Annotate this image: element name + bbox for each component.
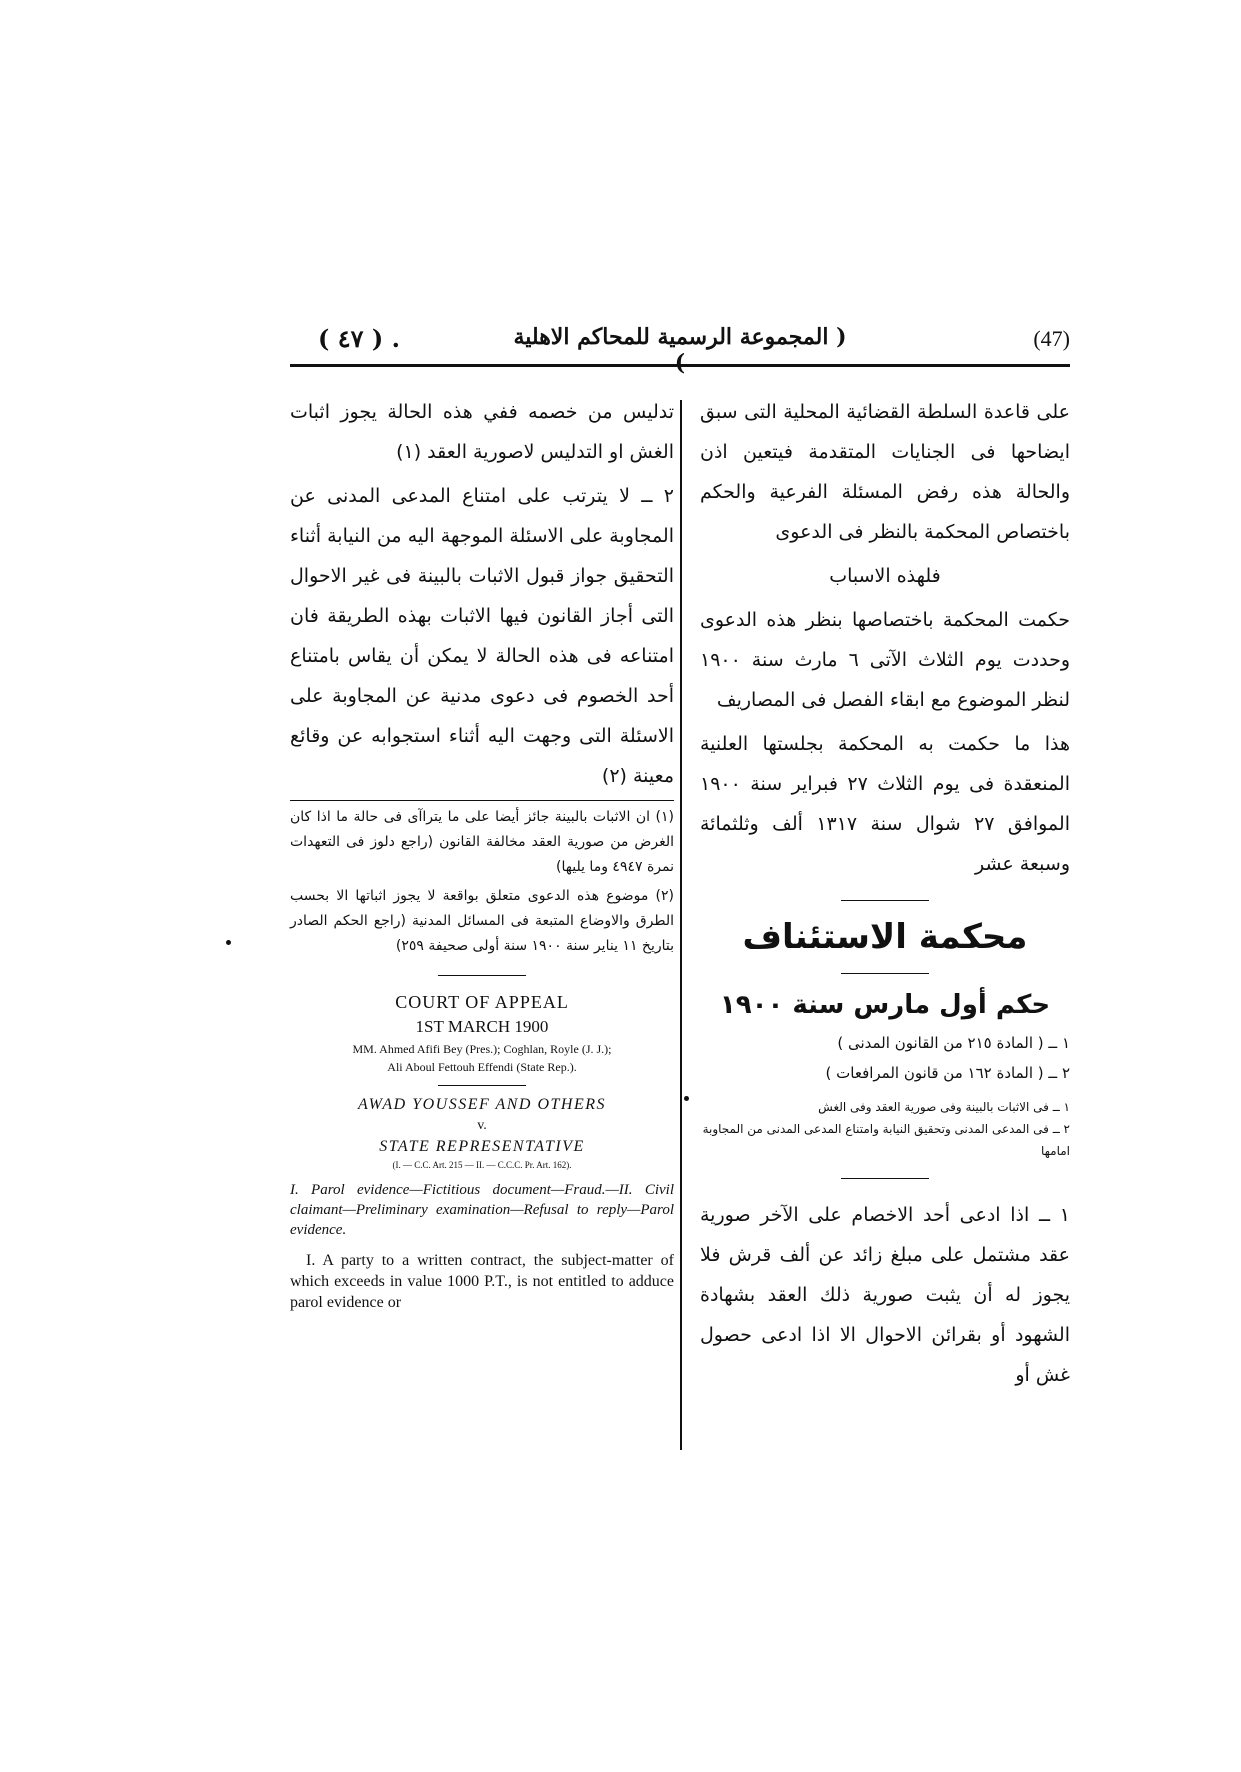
footnote: (١) ان الاثبات بالبينة جائز أيضا على ما يتراآى فى حالة ما اذا كان الغرض من صورية العقد مخالفة القانون (راجع دلوز فى التعهدات نمرة ٤٩٤٧ وما يليها) [290,809,674,875]
summary-line: ٢ ــ فى المدعى المدنى وتحقيق النيابة وامتناع المدعى المدنى من المجاوبة امامها [702,1122,1070,1158]
stray-mark [226,940,231,945]
paragraph: ١ ــ اذا ادعى أحد الاخصام على الآخر صورية عقد مشتمل على مبلغ زائد عن ألف قرش فلا يجوز له أن يثبت صورية ذلك العقد بشهادة الشهود أو بقرائن الاحوال الا اذا ادعى حصول غش أو [700,1204,1070,1386]
section-heading: فلهذه الاسباب [829,565,941,587]
judgment-heading: حكم أول مارس سنة ١٩٠٠ [719,990,1051,1020]
left-column [290,392,674,1313]
section-rule [438,975,526,976]
paragraph: ٢ ــ لا يترتب على امتناع المدعى المدنى عن المجاوبة على الاسئلة الموجهة اليه من النيابة أثناء التحقيق جواز قبول الاثبات بالبينة فى غير الاحوال التى أجاز القانون فيها الاثبات بهذه الطريقة فان امتناعه فى هذه الحالة لا يمكن أن يقاس بامتناع أحد الخصوم فى دعوى مدنية عن المجاوبة على الاسئلة التى وجهت اليه أثناء استجوابه عن وقائع معينة (٢) [290,485,674,787]
section-rule [841,900,929,901]
article-reference: ١ ــ ( المادة ٢١٥ من القانون المدنى ) [837,1034,1070,1052]
summary-line: ١ ــ فى الاثبات بالبينة وفى صورية العقد وفى الغش [818,1100,1070,1114]
section-rule [841,973,929,974]
judgment-date: 1ST MARCH 1900 [415,1017,549,1036]
paragraph: هذا ما حكمت به المحكمة بجلستها العلنية المنعقدة فى يوم الثلاث ٢٧ فبراير سنة ١٩٠٠ الموافق ٢٧ شوال سنة ١٣١٧ ألف وثلثمائة وسبعة عشر [700,733,1071,875]
body-text: I. A party to a written contract, the subject-matter of which exceeds in value 1000 P.T., is not entitled to adduce parol evidence or [290,1252,674,1311]
page-header [290,322,1070,376]
judges: Ali Aboul Fettouh Effendi (State Rep.). [387,1060,577,1074]
versus: v. [477,1118,487,1133]
footnote: (٢) موضوع هذه الدعوى متعلق بواقعة لا يجوز اثباتها الا بحسب الطرق والاوضاع المتبعة فى المسائل المدنية (راجع الحكم الصادر بتاريخ ١١ يناير سنة ١٩٠٠ سنة أولى صحيفة ٢٥٩) [290,888,674,954]
section-rule [841,1178,929,1179]
article-reference: ٢ ــ ( المادة ١٦٢ من قانون المرافعات ) [825,1064,1070,1082]
headnote: I. Parol evidence—Fictitious document—Fraud.—II. Civil claimant—Preliminary examination—Refusal to reply—Parol evidence. [290,1182,674,1238]
paragraph: تدليس من خصمه ففي هذه الحالة يجوز اثبات الغش او التدليس لاصورية العقد (١) [290,401,674,463]
right-column [700,392,1070,1399]
header-rule [290,364,1070,367]
parties: AWAD YOUSSEF AND OTHERS [357,1096,607,1113]
page-number-arabic: . ( ٤٧ ) [318,324,400,353]
running-title: ( المجموعة الرسمية للمحاكم الاهلية ) [513,324,847,376]
stray-mark [684,1096,689,1101]
paragraph: حكمت المحكمة باختصاصها بنظر هذه الدعوى وحددت يوم الثلاث الآتى ٦ مارث سنة ١٩٠٠ لنظر الموضوع مع ابقاء الفصل فى المصاريف [700,609,1070,711]
footnote-rule [290,800,674,801]
section-rule [438,1085,526,1086]
court-name: محكمة الاستئناف [742,917,1028,957]
page-number: (47) [1033,326,1070,351]
articles-cited: (I. — C.C. Art. 215 — II. — C.C.C. Pr. Art. 162). [392,1160,572,1170]
paragraph: على قاعدة السلطة القضائية المحلية التى سبق ايضاحها فى الجنايات المتقدمة فيتعين اذن والحالة هذه رفض المسئلة الفرعية والحكم باختصاص المحكمة بالنظر فى الدعوى [700,401,1070,543]
court-title: COURT OF APPEAL [395,992,569,1012]
judges: MM. Ahmed Afifi Bey (Pres.); Coghlan, Royle (J. J.); [352,1042,612,1056]
parties: STATE REPRESENTATIVE [379,1138,585,1155]
column-divider [680,400,682,1450]
